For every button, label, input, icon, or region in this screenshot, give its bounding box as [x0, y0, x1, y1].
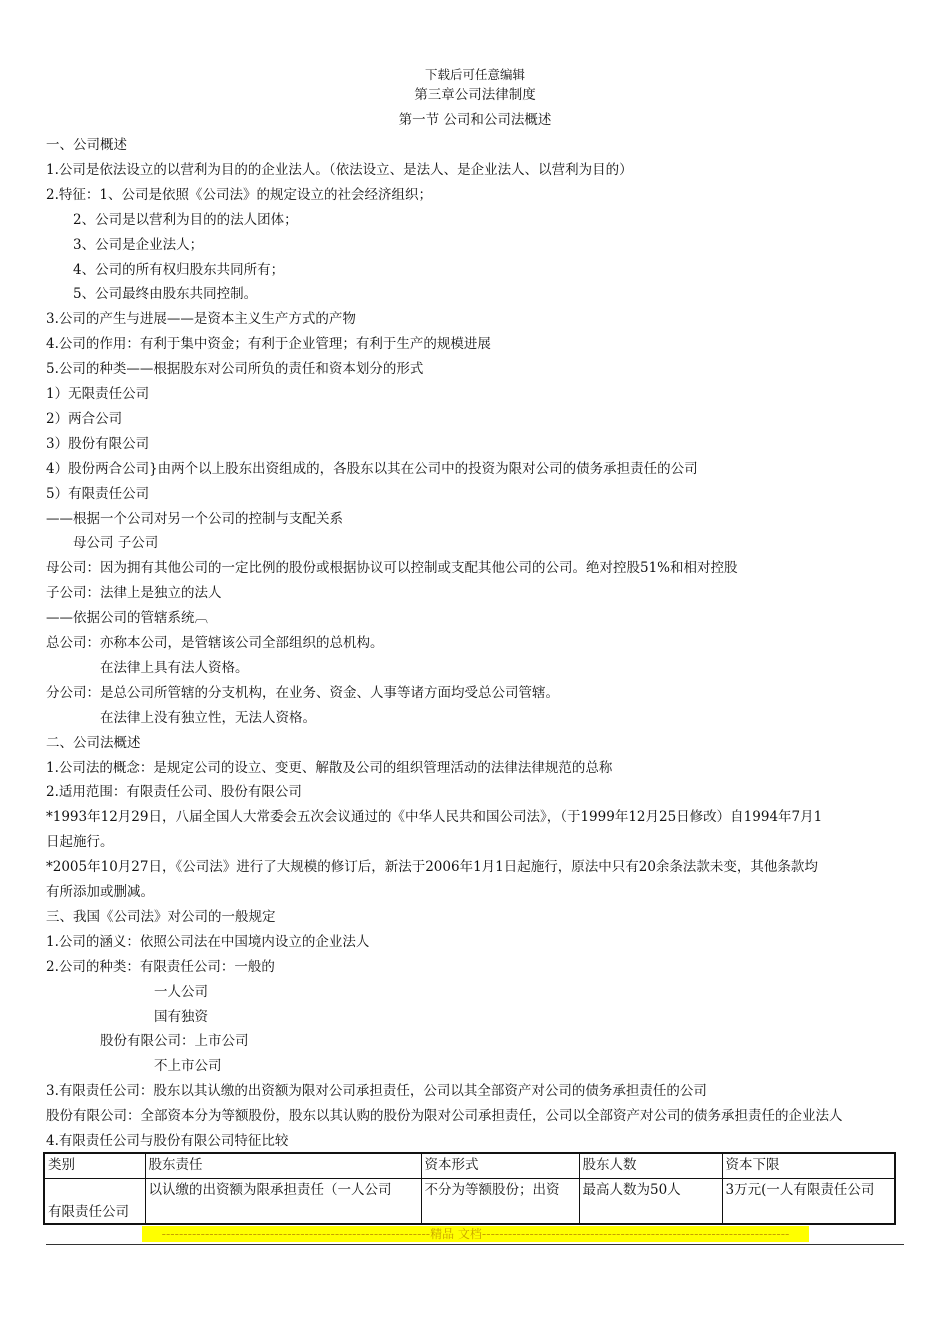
- body-line: 3、公司是企业法人；: [46, 236, 204, 253]
- body-line: 5）有限责任公司: [46, 485, 150, 502]
- table-header-row: [44, 1153, 895, 1179]
- table-cell: 有限责任公司: [44, 1179, 145, 1225]
- body-line: 5.公司的种类——根据股东对公司所负的责任和资本划分的形式: [46, 361, 424, 378]
- body-line: 4、公司的所有权归股东共同所有；: [46, 261, 285, 278]
- body-line: 2.公司的种类：有限责任公司：一般的: [46, 958, 275, 975]
- table-header-cell: 类别: [44, 1153, 145, 1179]
- table-header-cell: 股东人数: [579, 1153, 722, 1179]
- body-line: 5、公司最终由股东共同控制。: [46, 286, 258, 303]
- body-line: 2.适用范围：有限责任公司、股份有限公司: [46, 784, 302, 801]
- body-line: 4.公司的作用：有利于集中资金；有利于企业管理；有利于生产的规模进展: [46, 336, 491, 353]
- body-line: ——依据公司的管辖系统︹: [46, 610, 208, 627]
- body-line: 2、公司是以营利为目的的法人团体；: [46, 211, 298, 228]
- body-line: 3.公司的产生与进展——是资本主义生产方式的产物: [46, 311, 356, 328]
- footer-divider: [46, 1244, 904, 1245]
- body-line: 母公司：因为拥有其他公司的一定比例的股份或根据协议可以控制或支配其他公司的公司。绝对控股51%和相对控股: [46, 560, 738, 577]
- table-cell: 3万元(一人有限责任公司: [722, 1179, 895, 1225]
- body-line: 股份有限公司：全部资本分为等额股份，股东以其认购的股份为限对公司承担责任，公司以全部资产对公司的债务承担责任的企业法人: [46, 1108, 843, 1125]
- chapter-title: 第三章公司法律制度: [414, 87, 536, 103]
- body-line: 一、公司概述: [46, 137, 127, 153]
- table-cell: 不分为等额股份；出资: [421, 1179, 579, 1225]
- body-line: 2.特征：1、公司是依照《公司法》的规定设立的社会经济组织；: [46, 186, 432, 203]
- body-line: 1.公司法的概念：是规定公司的设立、变更、解散及公司的组织管理活动的法律法律规范的总称: [46, 759, 613, 776]
- body-line: 股份有限公司：上市公司: [46, 1033, 249, 1050]
- body-line: 一人公司: [46, 983, 208, 1000]
- body-line: 有所添加或删减。: [46, 884, 154, 900]
- body-line: 分公司：是总公司所管辖的分支机构，在业务、资金、人事等诸方面均受总公司管辖。: [46, 684, 559, 701]
- body-line: 4）股份两合公司}由两个以上股东出资组成的，各股东以其在公司中的投资为限对公司的债务承担责任的公司: [46, 460, 698, 477]
- body-line: 1.公司是依法设立的以营利为目的的企业法人。（依法设立、是法人、是企业法人、以营利为目的）: [46, 161, 633, 178]
- body-line: 二、公司法概述: [46, 734, 141, 751]
- table-header-cell: 资本形式: [421, 1153, 579, 1179]
- section-title: 第一节 公司和公司法概述: [398, 112, 552, 128]
- body-line: 总公司：亦称本公司，是管辖该公司全部组织的总机构。: [46, 635, 384, 651]
- footer-watermark: --------------------------------------------------------------精品 文档-----------------------------------------------------------------------: [142, 1226, 809, 1242]
- body-line: ——根据一个公司对另一个公司的控制与支配关系: [46, 510, 343, 527]
- body-line: 4.有限责任公司与股份有限公司特征比较: [46, 1133, 289, 1149]
- table-row: [44, 1179, 895, 1225]
- body-line: 子公司：法律上是独立的法人: [46, 585, 222, 602]
- body-line: 1）无限责任公司: [46, 386, 150, 402]
- body-line: *1993年12月29日，八届全国人大常委会五次会议通过的《中华人民共和国公司法》，（于1999年12月25日修改）自1994年7月1: [46, 809, 823, 826]
- body-line: 三、我国《公司法》对公司的一般规定: [46, 908, 276, 925]
- table-header-cell: 资本下限: [722, 1153, 895, 1179]
- body-line: 国有独资: [46, 1008, 208, 1025]
- body-line: 1.公司的涵义：依照公司法在中国境内设立的企业法人: [46, 933, 370, 950]
- body-line: *2005年10月27日，《公司法》进行了大规模的修订后，新法于2006年1月1日起施行，原法中只有20余条法款未变，其他条款均: [46, 859, 818, 876]
- table-cell: 最高人数为50人: [579, 1179, 722, 1225]
- comparison-table: [43, 1152, 896, 1225]
- body-line: 3）股份有限公司: [46, 435, 150, 452]
- table-header-cell: 股东责任: [145, 1153, 421, 1179]
- body-line: 2）两合公司: [46, 410, 123, 427]
- body-line: 在法律上具有法人资格。: [46, 659, 249, 676]
- table-cell: 以认缴的出资额为限承担责任（一人公司: [145, 1179, 421, 1225]
- download-note: 下载后可任意编辑: [424, 67, 525, 82]
- body-line: 母公司 子公司: [46, 535, 159, 552]
- body-line: 在法律上没有独立性，无法人资格。: [46, 709, 316, 726]
- body-line: 日起施行。: [46, 834, 114, 851]
- body-line: 3.有限责任公司：股东以其认缴的出资额为限对公司承担责任，公司以其全部资产对公司的债务承担责任的公司: [46, 1083, 707, 1100]
- body-line: 不上市公司: [46, 1058, 222, 1075]
